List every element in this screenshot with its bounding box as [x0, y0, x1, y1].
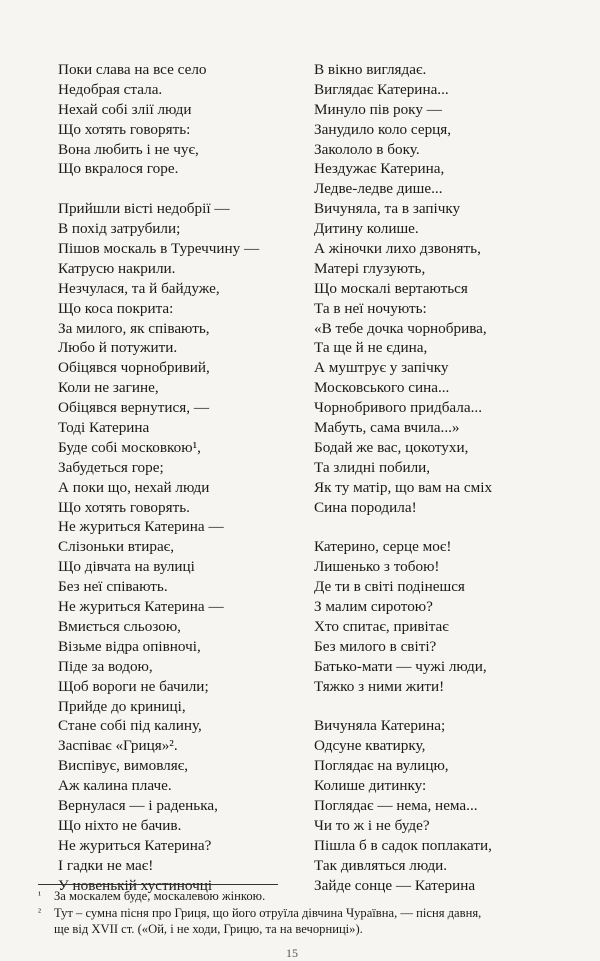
footnote-divider — [38, 884, 278, 885]
poem-line: Лишенько з тобою! — [314, 558, 440, 576]
poem-line: Московського сина... — [314, 379, 450, 397]
poem-line: Поглядає — нема, нема... — [314, 796, 478, 814]
poem-line: Вичуняла Катерина; — [314, 717, 446, 735]
footnotes — [38, 888, 568, 938]
poem-line — [58, 179, 259, 199]
poem-line: Хто спитає, привітає — [314, 617, 449, 635]
poem-line: Не журиться Катерина — — [58, 598, 224, 616]
poem-line: Та в неї ночують: — [314, 299, 427, 317]
poem-line: Що коса покрита: — [58, 299, 174, 317]
poem-line: Нездужає Катерина, — [314, 160, 445, 178]
poem-line: Слізоньки втирає, — [58, 538, 174, 556]
poem-line: Любо й потужити. — [58, 339, 178, 357]
poem-line: Недобрая стала. — [58, 80, 163, 98]
poem-line: Що москалі вертаються — [314, 279, 468, 297]
poem-line: А жіночки лихо дзвонять, — [314, 240, 481, 258]
poem-line: В вікно виглядає. — [314, 61, 427, 78]
poem-line: А поки що, нехай люди — [58, 478, 210, 496]
poem-line: В похід затрубили; — [58, 220, 181, 238]
poem-line: Вмиється сльозою, — [58, 617, 181, 635]
footnote — [38, 888, 568, 905]
poem-line: Чи то ж і не буде? — [314, 816, 430, 834]
poem-line: Обіцявся вернутися, — — [58, 399, 210, 417]
poem-line: Занудило коло серця, — [314, 120, 452, 138]
poem-line: Виспівує, вимовляє, — [58, 757, 189, 775]
poem-line — [314, 517, 492, 537]
footnote-mark: ² — [38, 906, 41, 918]
footnote-text: Тут – сумна пісня про Гриця, що його отруїла дівчина Чураївна, — пісня давня, — [54, 905, 482, 920]
poem-line: Тоді Катерина — [58, 419, 150, 437]
poem-line: Без неї співають. — [58, 578, 168, 596]
poem-line: Без милого в світі? — [314, 637, 437, 655]
poem-line: Поглядає на вулицю, — [314, 757, 449, 775]
poem-line: Закололо в боку. — [314, 140, 420, 158]
poem-line: Як ту матір, що вам на сміх — [314, 478, 493, 496]
poem-line: Коли не загине, — [58, 379, 159, 397]
poem-line: Піде за водою, — [58, 657, 153, 675]
poem-line: Пішов москаль в Туреччину — — [58, 240, 260, 258]
poem-line: Нехай собі злії люди — [58, 100, 192, 118]
footnote-text: За москалем буде, москалевою жінкою. — [54, 889, 266, 903]
poem-line: Що дівчата на вулиці — [58, 558, 195, 576]
poem-line: Так дивляться люди. — [314, 856, 448, 874]
footnote — [38, 905, 568, 938]
poem-line: За милого, як співають, — [58, 319, 210, 337]
poem-line: Стане собі під калину, — [58, 717, 202, 735]
poem-line: Та ще й не єдина, — [314, 339, 428, 357]
footnote-mark: ¹ — [38, 890, 41, 901]
poem-line: І гадки не має! — [58, 856, 154, 874]
poem-line — [314, 697, 492, 717]
poem-line: Що хотять говорять: — [58, 120, 191, 138]
poem-line: Не журиться Катерина — — [58, 518, 224, 536]
poem-line: Катрусю накрили. — [58, 259, 176, 277]
poem-line: Забудеться горе; — [58, 458, 164, 476]
poem-right-column — [314, 60, 492, 895]
poem-line: А муштрує у запічку — [314, 359, 449, 377]
poem-line: Чорнобривого придбала... — [314, 399, 483, 417]
poem-line: Незчулася, та й байдуже, — [58, 279, 220, 297]
poem-line: Щоб вороги не бачили; — [58, 677, 209, 695]
poem-line: Катерино, серце моє! — [314, 538, 452, 556]
poem-line: Батько-мати — чужі люди, — [314, 657, 487, 675]
poem-line: Матері глузують, — [314, 259, 426, 277]
poem-line: Аж калина плаче. — [58, 777, 172, 795]
poem-line: Сина породила! — [314, 498, 417, 516]
poem-line: Мабуть, сама вчила...» — [314, 419, 460, 437]
page-number: 15 — [286, 946, 298, 960]
poem-line: Колише дитинку: — [314, 777, 427, 795]
poem-line: Буде собі московкою¹, — [58, 438, 201, 456]
poem-line: Обіцявся чорнобривий, — [58, 359, 210, 377]
poem-line: Та злидні побили, — [314, 458, 431, 476]
footnote-text: ще від XVII ст. («Ой, і не ходи, Грицю, та на вечорниці»). — [54, 922, 363, 936]
poem-line: Вона любить і не чує, — [58, 140, 199, 158]
poem-line: Пішла б в садок поплакати, — [314, 836, 492, 854]
poem-line: Вернулася — і раденька, — [58, 796, 218, 814]
poem-line: Заспіває «Гриця»². — [58, 737, 178, 755]
poem-line: Тяжко з ними жити! — [314, 677, 445, 695]
poem-line: Вичуняла, та в запічку — [314, 200, 461, 218]
poem-left-column — [58, 60, 259, 895]
poem-line: Не журиться Катерина? — [58, 836, 212, 854]
poem-line: Що вкралося горе. — [58, 160, 179, 178]
poem-line: Виглядає Катерина... — [314, 80, 449, 98]
poem-line: Дитину колише. — [314, 220, 419, 238]
poem-line: З малим сиротою? — [314, 598, 433, 616]
poem-line: Що хотять говорять. — [58, 498, 190, 516]
poem-line: «В тебе дочка чорнобрива, — [314, 319, 487, 337]
poem-line: Прийшли вісті недобрії — — [58, 200, 230, 218]
poem-line: Що ніхто не бачив. — [58, 816, 182, 834]
poem-line: Минуло пів року — — [314, 100, 442, 118]
poem-line: Ледве-ледве дише... — [314, 180, 443, 198]
poem-line: Прийде до криниці, — [58, 697, 186, 715]
poem-line: Поки слава на все село — [58, 61, 207, 78]
poem-line: Бодай же вас, цокотухи, — [314, 438, 469, 456]
poem-line: Де ти в світі подінешся — [314, 578, 465, 596]
poem-line: Зайде сонце — Катерина — [314, 876, 476, 894]
poem-line: У новенькій хустиночці — [58, 876, 213, 894]
poem-line: Одсуне кватирку, — [314, 737, 426, 755]
poem-line: Візьме відра опівночі, — [58, 637, 201, 655]
